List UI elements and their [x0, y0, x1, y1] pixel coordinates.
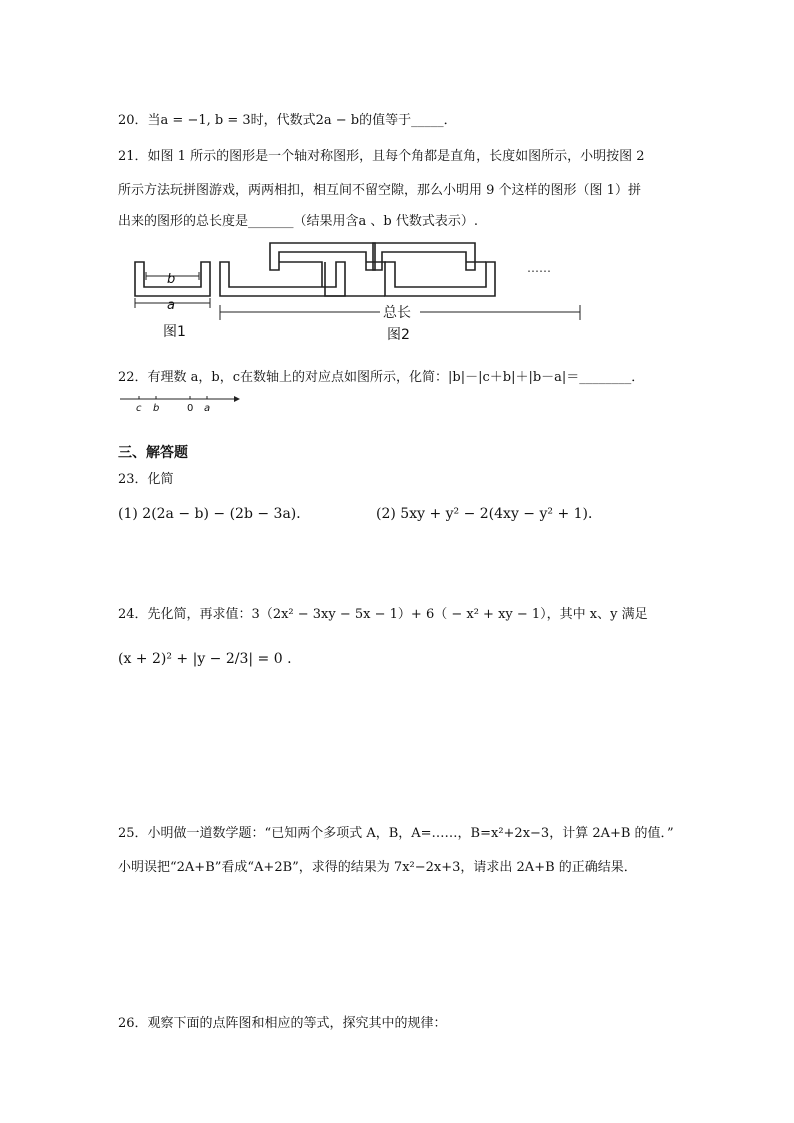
question-20-text: 20．当a = −1, b = 3时，代数式2a − b的值等于_____． — [118, 113, 457, 128]
number-line-label: a — [204, 403, 211, 414]
figure-puzzle-pieces — [125, 240, 595, 350]
question-20 — [118, 109, 457, 128]
question-21-line-1: 21．如图 1 所示的图形是一个轴对称图形，且每个角都是直角，长度如图所示，小明按图 2 — [118, 149, 645, 164]
fig1-caption: 图1 — [163, 324, 186, 340]
number-line — [118, 393, 248, 415]
number-line-label: c — [136, 403, 142, 414]
question-22-text: 22．有理数 a，b，c在数轴上的对应点如图所示，化简：|b|－|c＋b|＋|b－a|＝________． — [118, 370, 645, 385]
question-23-part-1: (1) 2(2a − b) − (2b − 3a)． — [118, 506, 311, 522]
fig2-caption: 图2 — [387, 327, 410, 343]
question-21-line-2: 所示方法玩拼图游戏，两两相扣，相互间不留空隙，那么小明用 9 个这样的图形（图 1）拼 — [118, 183, 641, 198]
fig2-ellipsis: …… — [527, 261, 551, 275]
figure-2-shape — [220, 243, 495, 296]
fig1-label-b: b — [167, 272, 176, 287]
question-25-line-1: 25．小明做一道数学题：“已知两个多项式 A，B，A=……，B=x²+2x−3，计算 2A+B 的值．” — [118, 826, 674, 841]
question-25-line-2: 小明误把“2A+B”看成“A+2B”，求得的结果为 7x²−2x+3，请求出 2A+B 的正确结果． — [118, 860, 637, 875]
fig1-label-a: a — [167, 298, 175, 313]
question-23-part-2: (2) 5xy + y² − 2(4xy − y² + 1)． — [376, 506, 603, 522]
number-line-label: 0 — [187, 403, 194, 414]
question-23-title: 23．化简 — [118, 472, 174, 487]
section-title: 三、解答题 — [118, 445, 188, 461]
question-24-line-1: 24．先化简，再求值：3（2x² − 3xy − 5x − 1）+ 6（ − x² + xy − 1），其中 x、y 满足 — [118, 607, 648, 622]
question-21-line-3: 出来的图形的总长度是_______（结果用含a 、b 代数式表示）. — [118, 214, 478, 229]
fig2-total-label: 总长 — [383, 305, 411, 321]
question-24-line-2: (x + 2)² + |y − 2/3| = 0 . — [118, 651, 292, 667]
question-26-text: 26．观察下面的点阵图和相应的等式，探究其中的规律： — [118, 1016, 447, 1031]
number-line-label: b — [153, 403, 160, 414]
